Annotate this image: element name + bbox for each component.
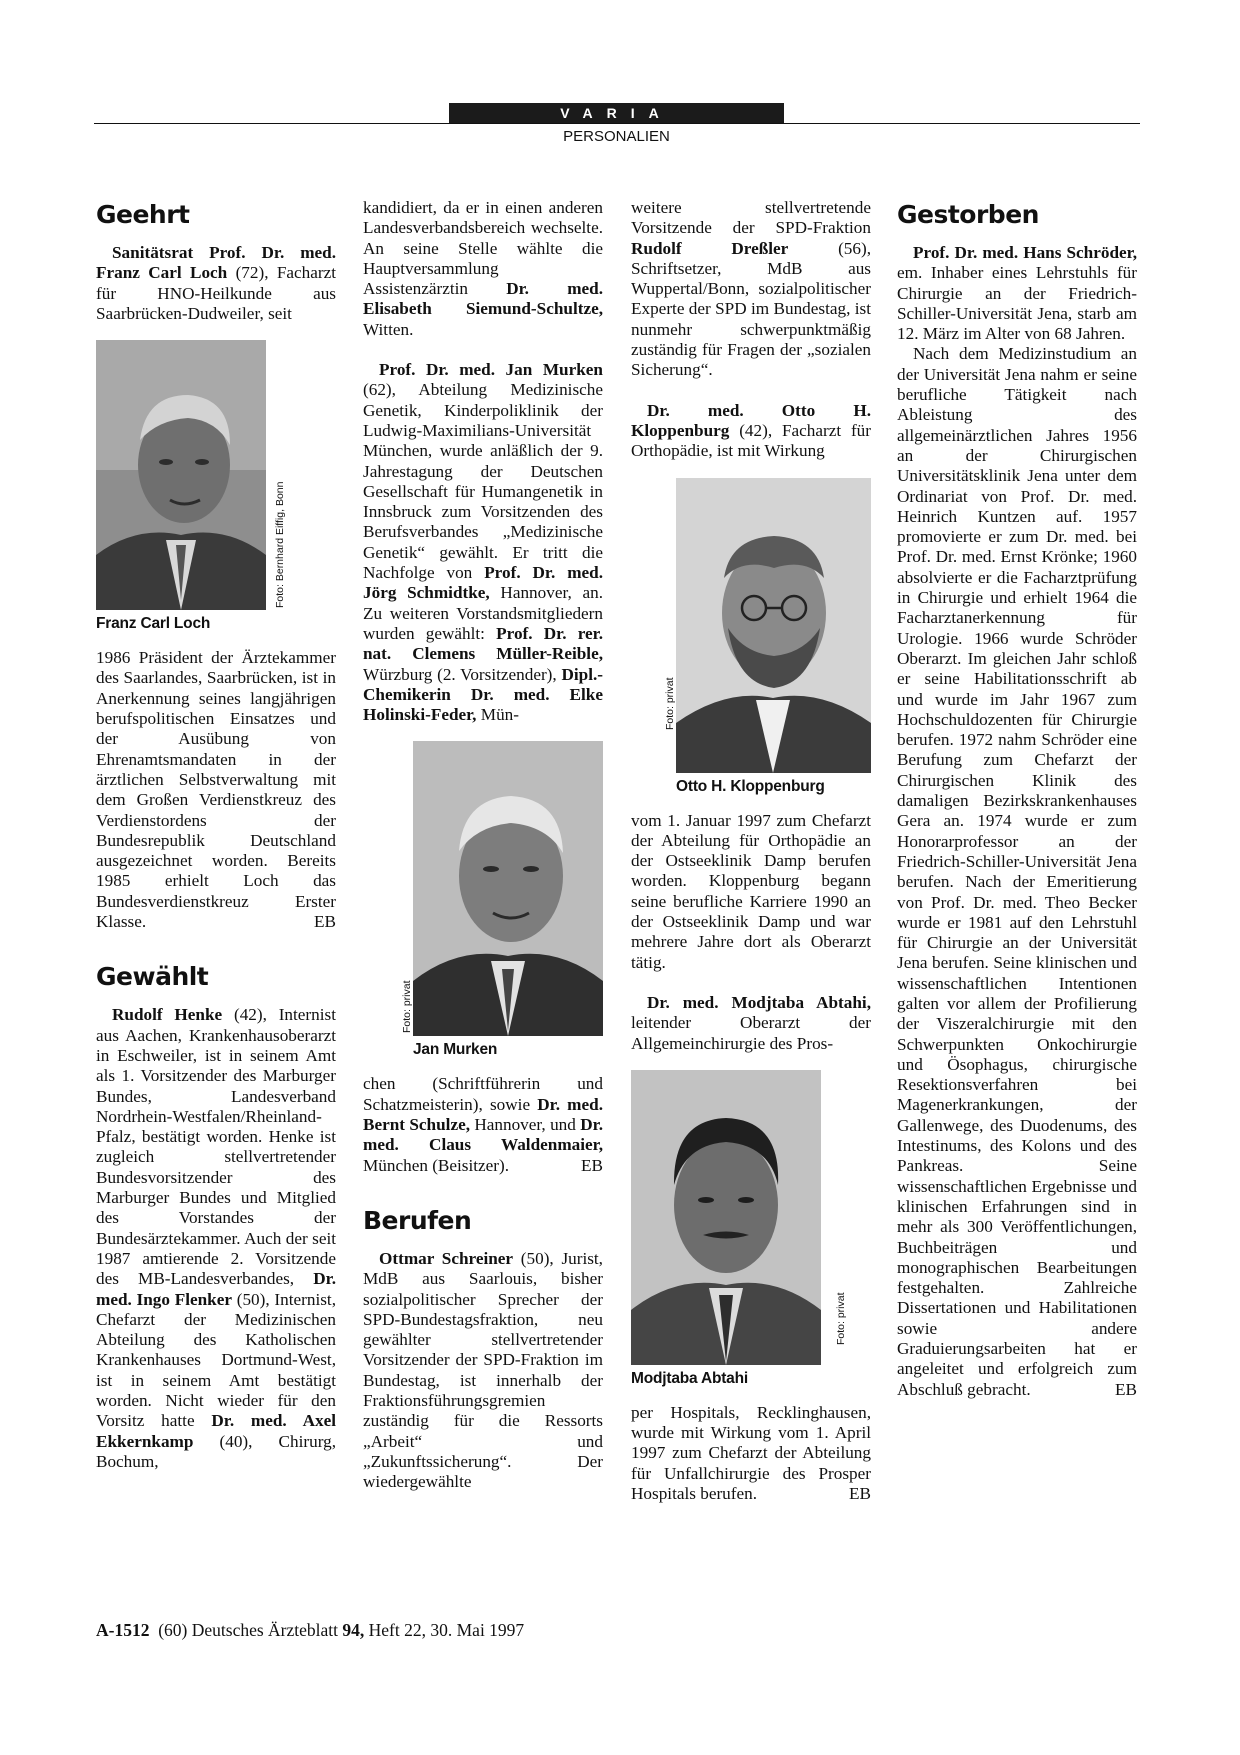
portrait-loch <box>96 340 286 610</box>
text: kandidiert, da er in einen anderen Landesverbandsbereich wechselte. An seine Stelle wählte die Hauptversammlung Assistenzärztin <box>363 198 603 299</box>
photo-caption: Jan Murken <box>413 1041 498 1059</box>
paragraph <box>897 344 1137 1399</box>
photo-credit: Foto: Bernhard Eiffig, Bonn <box>274 481 286 609</box>
text: Hannover, an. Zu weiteren Vorstandsmitgliedern wurden gewählt: <box>363 583 603 643</box>
person-name: Prof. Dr. med. Jan Murken <box>379 360 603 380</box>
issue: Heft 22, 30. Mai 1997 <box>368 1620 525 1640</box>
figure-loch <box>96 340 336 634</box>
signature: EB <box>1115 1379 1137 1399</box>
figure-murken <box>401 741 603 1060</box>
text: (62), Abteilung Medizinische Genetik, Kinderpoliklinik der Ludwig-Maximilians-Universität München, wurde anläßlich der 9. Jahrestagung der Deutschen Gesellschaft für Humangenetik in Innsbruck zum Vorsitzenden des Berufsverbandes „Medizinische Genetik“ gewählt. Er tritt die Nachfolge von <box>363 380 603 583</box>
person-name: Rudolf Henke <box>112 1005 223 1025</box>
signature: EB <box>581 1155 603 1175</box>
person-name: Dipl.-Chemikerin Dr. med. Elke Holinski-Feder, <box>363 664 603 725</box>
paragraph <box>96 243 336 324</box>
portrait-murken-image <box>413 741 603 1036</box>
text: (50), Internist, Chefarzt der Medizinischen Abteilung des Katholischen Krankenhauses Dortmund-West, ist in seinem Amt bestätigt worden. Nicht wieder für den Vorsitz hatte <box>96 1289 336 1431</box>
paragraph <box>631 401 871 462</box>
text: em. Inhaber eines Lehrstuhls für Chirurgie an der Friedrich-Schiller-Universität Jena, starb am 12. März im Alter von 68 Jahren. <box>897 263 1137 344</box>
portrait-murken <box>401 741 603 1036</box>
person-name: Dr. med. Elisabeth Siemund-Schultze, <box>363 279 603 319</box>
column-2 <box>363 198 603 1492</box>
text: Witten. <box>363 319 414 339</box>
text: per Hospitals, Recklinghausen, wurde mit Wirkung vom 1. April 1997 zum Chefarzt der Abteilung für Unfallchirurgie des Prosper Hospitals berufen. <box>631 1402 871 1504</box>
person-name: Dr. med. Axel Ekkernkamp <box>96 1411 336 1451</box>
photo-credit: Foto: privat <box>664 677 676 730</box>
text: chen (Schriftführerin und Schatzmeisterin), sowie <box>363 1074 603 1114</box>
text: (50), Jurist, MdB aus Saarlouis, bisher sozialpolitischer Sprecher der SPD-Bundestagsfraktion, neu gewählter stellvertretender Vorsitzender der SPD-Fraktion im Bundestag, ist innerhalb der Fraktionsführungsgremien zuständig für die Ressorts „Arbeit“ und „Zukunftssicherung“. Der wiedergewählte <box>363 1248 603 1492</box>
heading-gestorben: Gestorben <box>897 200 1039 229</box>
paragraph <box>363 1074 603 1175</box>
person-name: Prof. Dr. med. Jörg Schmidtke, <box>363 563 603 603</box>
paragraph <box>96 1005 336 1472</box>
text: 1986 Präsident der Ärztekammer des Saarlandes, Saarbrücken, ist in Anerkennung seines langjährigen berufspolitischen Einsatzes und der Ausübung von Ehrenamtsmandaten in der ärztlichen Selbstverwaltung mit dem Großen Verdienstkreuz des Verdienstordens der Bundesrepublik Deutschland ausgezeichnet worden. Bereits 1985 erhielt Loch das Bundesverdienstkreuz Erster Klasse. <box>96 648 336 932</box>
text: Mün- <box>476 705 519 725</box>
text: Nach dem Medizinstudium an der Universität Jena nahm er seine berufliche Tätigkeit nach Ableistung des allgemeinärztlichen Jahres 1956 an der Chirurgischen Universitätsklinik Jena unter dem Ordinariat von Prof. Dr. med. Heinrich Kuntzen auf. 1957 promovierte er zum Dr. med. bei Prof. Dr. med. Ernst Krönke; 1960 absolvierte er die Facharztprüfung in Chirurgie und erhielt 1964 die Facharztanerkennung für Urologie. 1966 wurde Schröder Oberarzt. Im gleichen Jahr schloß er seine Habilitationsschrift ab und wurde im Jahr 1967 zum Hochschuldozenten für Chirurgie berufen. 1972 nahm Schröder eine Berufung zum Chefarzt der Chirurgischen Klinik des damaligen Bezirkskrankenhauses Gera an. 1974 wurde er zum Honorarprofessor an der Friedrich-Schiller-Universität Jena berufen. Nach der Emeritierung von Prof. Dr. med. Theo Becker wurde er 1981 auf den Lehrstuhl für Chirurgie an der Universität Jena berufen. Seine klinischen und wissenschaftlichen Intentionen galten vor allem der Profilierung der Viszeralchirurgie mit den Schwerpunkten Onkochirurgie und Ösophagus, chirurgische Resektionsverfahren bei Magenerkrankungen, der Gallenwege, des Duodenums, des Intestinums, des Kolons und des Pankreas. Seine wissenschaftlichen Ergebnisse und klinischen Erfahrungen sind in mehr als 300 Veröffentlichungen, Buchbeiträgen und monographischen Bearbeitungen festgehalten. Zahlreiche Dissertationen und Habilitationen sowie andere Graduierungsarbeiten hat er angeleitet und erfolgreich zum Abschluß gebracht. <box>897 344 1137 1399</box>
photo-caption: Otto H. Kloppenburg <box>676 777 825 795</box>
signature: EB <box>314 912 336 932</box>
signature: EB <box>849 1484 871 1504</box>
person-name: Dr. med. Ingo Flenker <box>96 1269 336 1309</box>
volume: 94, <box>342 1620 365 1640</box>
text: Hannover, und <box>470 1115 581 1135</box>
person-name: Ottmar Schreiner <box>379 1248 514 1268</box>
paragraph <box>631 1403 871 1504</box>
text: (42), Internist aus Aachen, Krankenhausoberarzt in Eschweiler, ist in seinem Amt als 1. Vorsitzender des Marburger Bundes, Landesverband Nordrhein-Westfalen/Rheinland-Pfalz, bestätigt worden. Henke ist zugleich stellvertretender Bundesvorsitzender des Marburger Bundes und Mitglied des Vorstandes der Bundesärztekammer. Auch der seit 1987 amtierende 2. Vorsitzende des MB-Landesverbandes, <box>96 1005 336 1289</box>
figure-abtahi <box>631 1070 871 1389</box>
paragraph <box>363 1249 603 1493</box>
portrait-abtahi <box>631 1070 847 1365</box>
portrait-kloppenburg <box>664 478 871 773</box>
person-name: Dr. med. Otto H. Kloppenburg <box>631 400 871 440</box>
text: weitere stellvertretende Vorsitzende der SPD-Fraktion <box>631 198 871 238</box>
text: (56), Schriftsetzer, MdB aus Wuppertal/Bonn, sozialpolitischer Experte der SPD im Bundestag, ist nunmehr schwerpunktmäßig zuständig für Fragen der „sozialen Sicherung“. <box>631 238 872 380</box>
text: Würzburg (2. Vorsitzender), <box>363 664 562 684</box>
person-name: Dr. med. Bernt Schulze, <box>363 1094 603 1135</box>
column-1 <box>96 198 336 1472</box>
heading-geehrt: Geehrt <box>96 200 190 229</box>
heading-gewaehlt: Gewählt <box>96 962 209 992</box>
paragraph <box>631 198 871 381</box>
text: (40), Chirurg, Bochum, <box>96 1431 336 1471</box>
paragraph <box>96 648 336 932</box>
person-name: Dr. med. Claus Waldenmaier, <box>363 1115 603 1155</box>
page-id: A-1512 <box>96 1620 150 1640</box>
photo-credit: Foto: privat <box>401 980 413 1034</box>
text: (42), Facharzt für Orthopädie, ist mit Wirkung <box>631 420 871 461</box>
text: München (Beisitzer). <box>363 1155 510 1175</box>
person-name: Dr. med. Modjtaba Abtahi, <box>647 992 871 1012</box>
page-footer <box>96 1620 524 1641</box>
section-label: VARIA <box>449 103 784 123</box>
photo-caption: Modjtaba Abtahi <box>631 1369 748 1387</box>
paragraph <box>631 993 871 1054</box>
person-name: Rudolf Dreßler <box>631 238 789 258</box>
paragraph <box>631 811 871 973</box>
portrait-kloppenburg-image <box>676 478 871 773</box>
page-number: (60) <box>158 1620 188 1640</box>
figure-kloppenburg <box>664 478 871 797</box>
portrait-loch-image <box>96 340 266 610</box>
person-name: Prof. Dr. med. Hans Schröder, <box>913 243 1137 262</box>
text: leitender Oberarzt der Allgemeinchirurgie des Pros- <box>631 1013 871 1053</box>
photo-caption: Franz Carl Loch <box>96 615 211 633</box>
person-name: Prof. Dr. rer. nat. Clemens Müller-Reible, <box>363 623 603 664</box>
subsection-label: PERSONALIEN <box>563 128 670 145</box>
column-4 <box>897 198 1137 1400</box>
photo-credit: Foto: privat <box>835 1292 847 1345</box>
text: vom 1. Januar 1997 zum Chefarzt der Abteilung für Orthopädie an der Ostseeklinik Damp berufen worden. Kloppenburg begann seine berufliche Karriere 1990 an der Ostseeklinik Damp und war mehrere Jahre dort als Oberarzt tätig. <box>631 810 871 972</box>
column-3 <box>631 198 871 1504</box>
portrait-abtahi-image <box>631 1070 821 1365</box>
paragraph <box>363 360 603 725</box>
header-rule <box>94 123 1140 124</box>
journal-name: Deutsches Ärzteblatt <box>191 1620 339 1640</box>
heading-berufen: Berufen <box>363 1205 472 1235</box>
person-name: Sanitätsrat Prof. Dr. med. Franz Carl Loch <box>96 243 336 283</box>
paragraph <box>897 243 1137 344</box>
text: (72), Facharzt für HNO-Heilkunde aus Saarbrücken-Dudweiler, seit <box>96 263 336 323</box>
paragraph <box>363 198 603 340</box>
